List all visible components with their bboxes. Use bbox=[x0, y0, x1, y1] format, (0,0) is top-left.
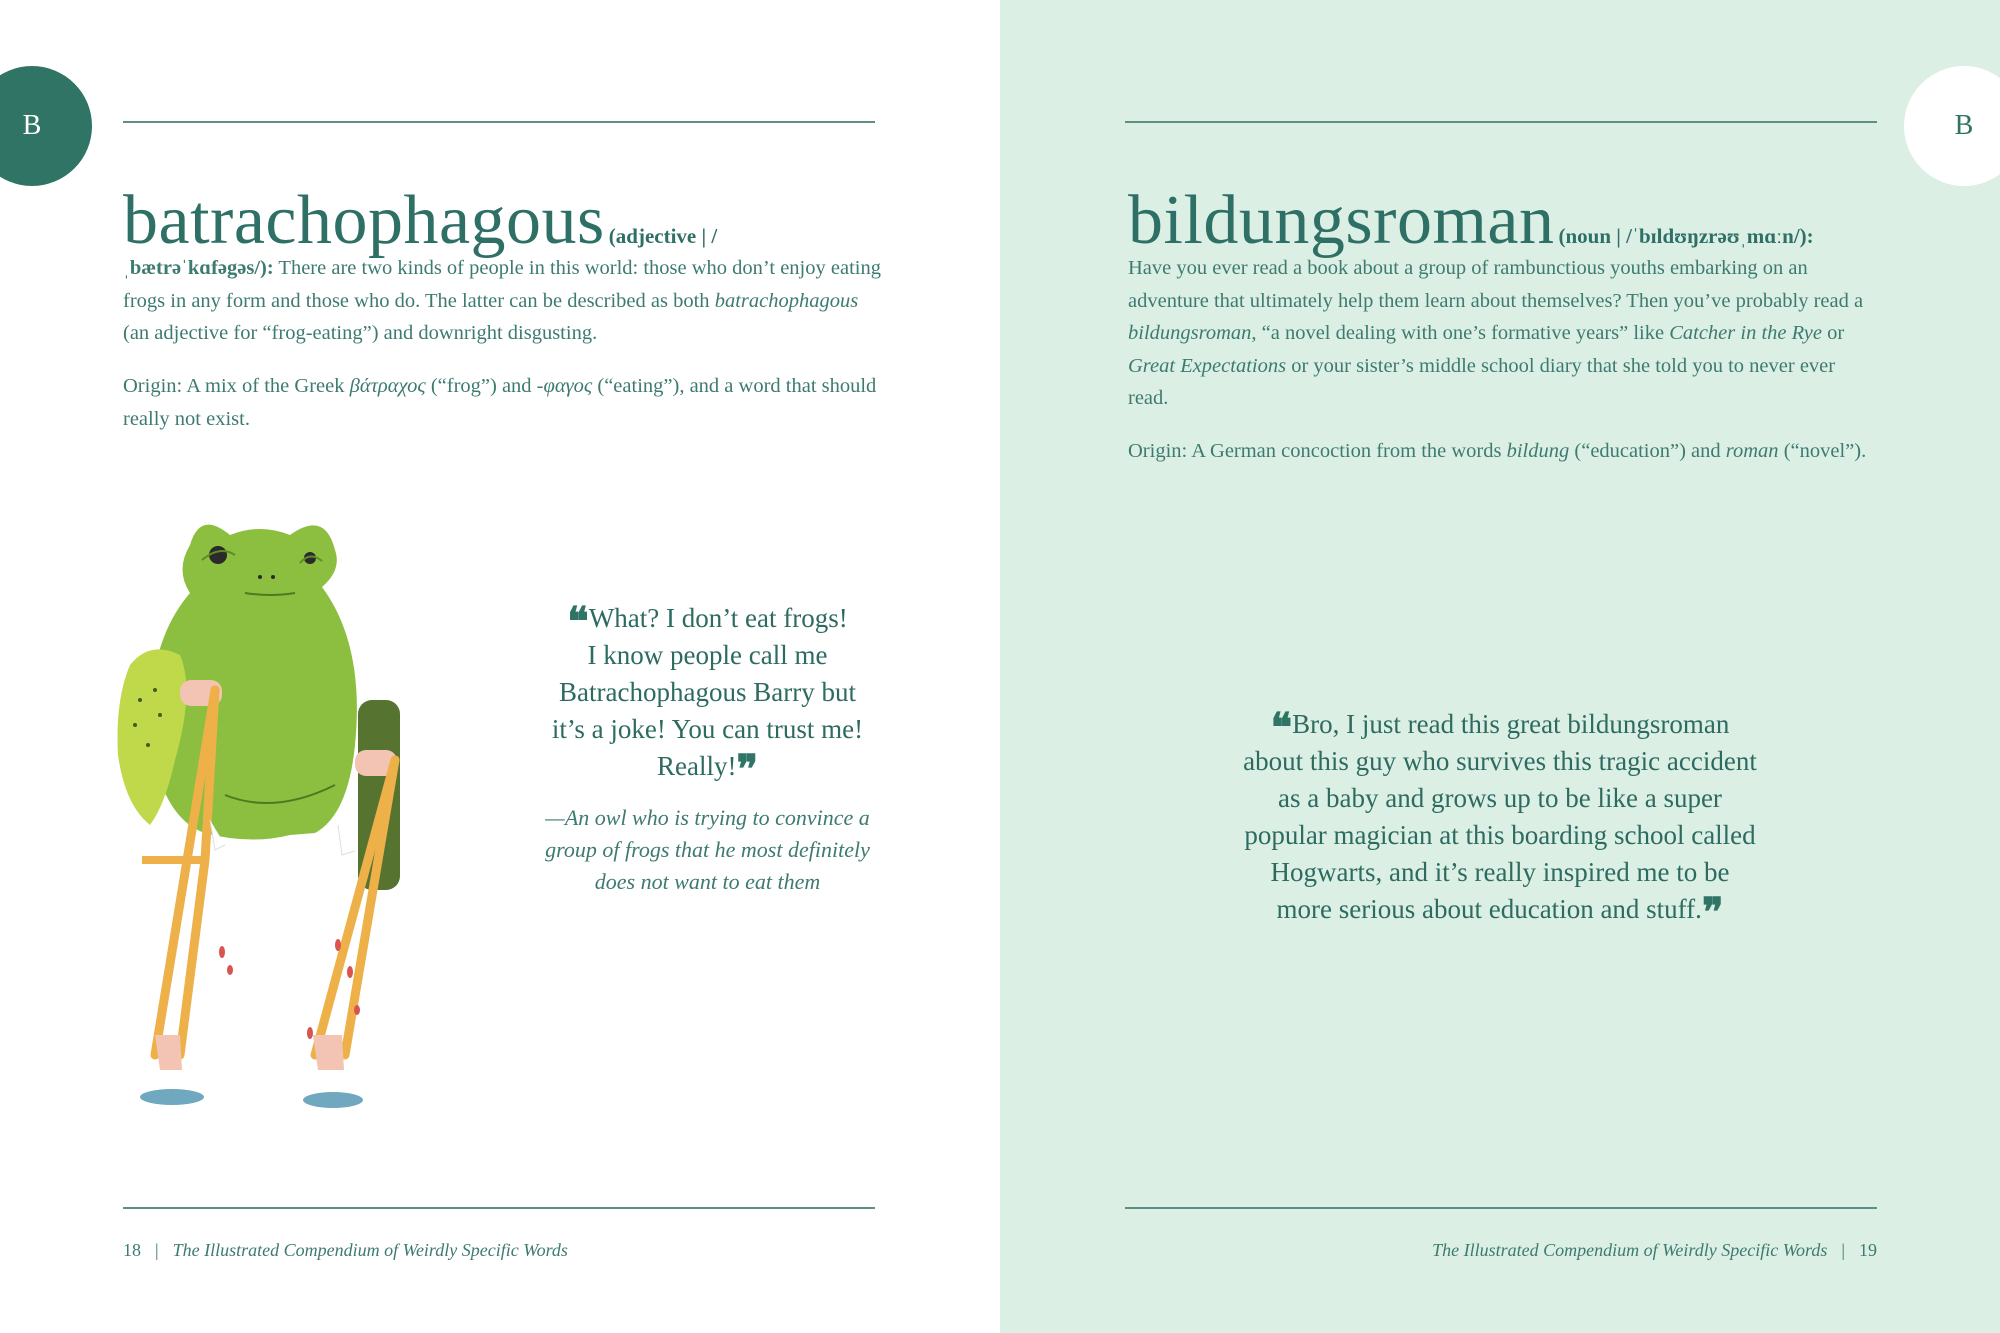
quote-line: I know people call me bbox=[587, 640, 828, 670]
definition-emphasis: batrachophagous bbox=[714, 289, 859, 312]
book-title: The Illustrated Compendium of Weirdly Specific Words bbox=[1432, 1240, 1828, 1260]
close-quote-icon: ❞ bbox=[1701, 889, 1724, 936]
top-rule bbox=[1125, 121, 1877, 123]
quote-line: Really!❞ bbox=[656, 746, 758, 793]
definition-emphasis: bildungsroman bbox=[1128, 322, 1252, 344]
footer-separator: | bbox=[155, 1240, 159, 1260]
letter-badge bbox=[0, 66, 92, 186]
headword-text: batrachophagous bbox=[123, 182, 605, 259]
letter-badge-label: B bbox=[1954, 110, 1974, 141]
attribution-line: —An owl who is trying to convince a bbox=[545, 805, 870, 830]
definition-paragraph bbox=[123, 252, 883, 350]
pull-quote bbox=[1200, 704, 1800, 936]
bottom-rule bbox=[123, 1207, 875, 1209]
book-title: The Illustrated Compendium of Weirdly Specific Words bbox=[172, 1240, 568, 1260]
page-footer bbox=[123, 1240, 568, 1261]
quote-line: as a baby and grows up to be like a super bbox=[1278, 783, 1722, 813]
origin-text-end: (“eating”), and a word that should really not exist. bbox=[123, 375, 877, 430]
headword-grammar: (noun | /ˈbɪldʊŋzrəʊˌmɑːn/): bbox=[1558, 224, 1814, 248]
frog-on-crutches-illustration bbox=[110, 515, 440, 1115]
bottom-rule bbox=[1125, 1207, 1877, 1209]
top-rule bbox=[123, 121, 875, 123]
letter-badge bbox=[1904, 66, 2000, 186]
attribution-line: does not want to eat them bbox=[594, 869, 821, 894]
origin-text: Origin: A German concoction from the words bbox=[1128, 440, 1507, 462]
origin-paragraph bbox=[1128, 435, 1880, 468]
letter-badge-label: B bbox=[22, 110, 42, 141]
headword-grammar: (adjective | / bbox=[608, 224, 718, 248]
right-page bbox=[1000, 0, 2000, 1333]
pronunciation: ˌbætrəˈkɑfəgəs/): bbox=[123, 257, 274, 279]
origin-word-1: bildung bbox=[1506, 440, 1570, 462]
definition-text-or: or bbox=[1821, 322, 1845, 344]
quote-line: ❝What? I don’t eat frogs! bbox=[567, 598, 848, 645]
quote-line: about this guy who survives this tragic accident bbox=[1243, 746, 1757, 776]
quote-line: Batrachophagous Barry but bbox=[559, 677, 856, 707]
origin-greek-2: φαγος bbox=[543, 375, 593, 397]
origin-greek-1: βάτραχος bbox=[349, 375, 426, 397]
headword-text: bildungsroman bbox=[1128, 182, 1555, 259]
definition-text: There are two kinds of people in this world: those who don’t enjoy eating frogs in any form and those who do. The latter can be described as both bbox=[123, 257, 881, 312]
definition-text-end: or your sister’s middle school diary that she told you to never ever read. bbox=[1128, 354, 1836, 409]
entry-headword bbox=[123, 182, 883, 259]
attribution-line: group of frogs that he most definitely bbox=[545, 837, 870, 862]
quote-line: more serious about education and stuff.❞ bbox=[1276, 889, 1724, 936]
origin-text-end: (“novel”). bbox=[1778, 440, 1867, 462]
close-quote-icon: ❞ bbox=[736, 746, 758, 793]
definition-text: Have you ever read a book about a group of rambunctious youths embarking on an adventure that ultimately help them learn about themselves? Then you’ve probably read a bbox=[1128, 257, 1864, 312]
quote-line: Hogwarts, and it’s really inspired me to be bbox=[1270, 857, 1730, 887]
open-quote-icon: ❝ bbox=[567, 598, 589, 645]
quote-line: it’s a joke! You can trust me! bbox=[551, 714, 864, 744]
quote-line: popular magician at this boarding school called bbox=[1244, 820, 1756, 850]
quote-line: ❝Bro, I just read this great bildungsroman bbox=[1270, 704, 1730, 751]
open-quote-icon: ❝ bbox=[1270, 704, 1293, 751]
page-footer bbox=[1432, 1240, 1877, 1261]
definition-paragraph bbox=[1128, 252, 1880, 415]
pull-quote bbox=[520, 598, 895, 793]
origin-text: Origin: A mix of the Greek bbox=[123, 375, 350, 397]
quote-attribution bbox=[520, 802, 895, 898]
page-number: 18 bbox=[123, 1240, 141, 1260]
footer-separator: | bbox=[1841, 1240, 1845, 1260]
origin-paragraph bbox=[123, 370, 883, 435]
book-title-great-expectations: Great Expectations bbox=[1128, 354, 1287, 377]
book-title-catcher: Catcher in the Rye bbox=[1669, 322, 1822, 344]
entry-headword bbox=[1128, 182, 1888, 259]
definition-text-end: (an adjective for “frog-eating”) and downright disgusting. bbox=[123, 322, 598, 344]
definition-text-mid: , “a novel dealing with one’s formative years” like bbox=[1251, 322, 1670, 344]
origin-text-mid: (“frog”) and - bbox=[425, 375, 544, 397]
origin-word-2: roman bbox=[1725, 440, 1779, 462]
origin-text-mid: (“education”) and bbox=[1569, 440, 1726, 462]
page-number: 19 bbox=[1859, 1240, 1877, 1260]
